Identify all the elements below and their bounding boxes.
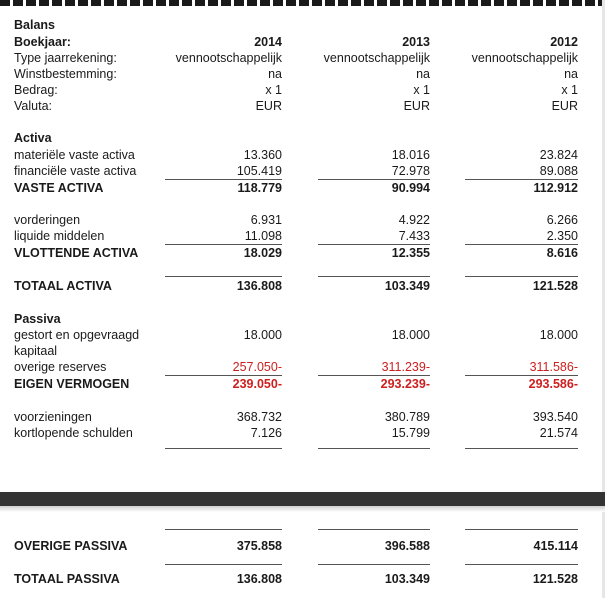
- cell-value: 380.789: [384, 410, 430, 424]
- meta-label: Type jaarrekening:: [14, 51, 117, 65]
- cell-value: 18.000: [391, 328, 430, 342]
- row-label: financiële vaste activa: [14, 164, 137, 178]
- meta-value: EUR: [551, 99, 578, 113]
- table-row: [0, 212, 605, 228]
- cell-value: 6.266: [546, 213, 578, 227]
- row-label: kapitaal: [14, 344, 58, 358]
- cell-value: 18.000: [243, 328, 282, 342]
- cell-value: 136.808: [236, 279, 282, 293]
- cell-value: 368.732: [236, 410, 282, 424]
- cell-value: 72.978: [391, 164, 430, 178]
- cell-value: 103.349: [384, 572, 430, 586]
- subtotal-row-vlottende-activa: [0, 245, 605, 261]
- page-break-shadow: [0, 506, 605, 512]
- row-label: voorzieningen: [14, 410, 92, 424]
- subtotal-row-eigen-vermogen: [0, 376, 605, 392]
- cell-value: 18.029: [243, 246, 282, 260]
- balans-title-row: [0, 17, 605, 33]
- cell-value: 6.931: [250, 213, 282, 227]
- meta-value: na: [416, 67, 430, 81]
- cell-value: 21.574: [539, 426, 578, 440]
- row-label: TOTAAL PASSIVA: [14, 572, 120, 586]
- cell-value-negative: 311.586-: [529, 360, 578, 374]
- cell-value: 11.098: [244, 229, 282, 243]
- cell-value: 18.016: [391, 148, 430, 162]
- boekjaar-label: Boekjaar:: [14, 35, 71, 49]
- row-label: overige reserves: [14, 360, 107, 374]
- row-label: EIGEN VERMOGEN: [14, 377, 130, 391]
- divider: [318, 276, 430, 277]
- meta-value: x 1: [561, 83, 578, 97]
- cell-value: 393.540: [532, 410, 578, 424]
- meta-label: Valuta:: [14, 99, 52, 113]
- divider: [465, 529, 578, 530]
- subtotal-row-vaste-activa: [0, 180, 605, 196]
- cell-value: 375.858: [236, 539, 282, 553]
- meta-value: x 1: [413, 83, 430, 97]
- divider: [165, 448, 282, 449]
- cell-value: 118.779: [237, 181, 282, 195]
- row-label: VASTE ACTIVA: [14, 181, 104, 195]
- total-row-passiva: [0, 571, 605, 587]
- row-label: materiële vaste activa: [14, 148, 135, 162]
- table-row: [0, 409, 605, 425]
- cell-value: 2.350: [546, 229, 578, 243]
- activa-heading-row: [0, 130, 605, 146]
- meta-value: EUR: [403, 99, 430, 113]
- divider: [318, 448, 430, 449]
- total-row-overige-passiva: [0, 538, 605, 554]
- row-label: TOTAAL ACTIVA: [14, 279, 112, 293]
- meta-value: vennootschappelijk: [471, 51, 578, 65]
- table-row: [0, 228, 605, 244]
- cell-value: 136.808: [236, 572, 282, 586]
- year-2014: 2014: [254, 35, 282, 49]
- cell-value: 89.088: [539, 164, 578, 178]
- cell-value: 15.799: [391, 426, 430, 440]
- cell-value: 4.922: [398, 213, 430, 227]
- cell-value: 112.912: [533, 181, 578, 195]
- cell-value: 12.355: [391, 246, 430, 260]
- meta-row-bedrag: [0, 82, 605, 98]
- table-row: [0, 163, 605, 179]
- meta-value: vennootschappelijk: [175, 51, 282, 65]
- cell-value: 105.419: [236, 164, 282, 178]
- table-row: [0, 327, 605, 343]
- meta-value: vennootschappelijk: [323, 51, 430, 65]
- cell-value: 18.000: [539, 328, 578, 342]
- cell-value: 23.824: [539, 148, 578, 162]
- cell-value-negative: 257.050-: [232, 360, 282, 374]
- year-2012: 2012: [550, 35, 578, 49]
- divider: [318, 564, 430, 565]
- cell-value: 8.616: [546, 246, 578, 260]
- cell-value-negative: 311.239-: [381, 360, 430, 374]
- year-2013: 2013: [402, 35, 430, 49]
- meta-value: EUR: [255, 99, 282, 113]
- meta-value: x 1: [265, 83, 282, 97]
- cell-value: 7.433: [398, 229, 430, 243]
- table-row: [0, 147, 605, 163]
- page-title: Balans: [14, 18, 55, 32]
- cell-value: 103.349: [384, 279, 430, 293]
- section-heading: Activa: [14, 131, 52, 145]
- top-dashed-border: [0, 0, 605, 6]
- cell-value: 121.528: [532, 279, 578, 293]
- cell-value: 396.588: [384, 539, 430, 553]
- cell-value-negative: 293.239-: [380, 377, 430, 391]
- row-label: OVERIGE PASSIVA: [14, 539, 128, 553]
- cell-value-negative: 293.586-: [528, 377, 578, 391]
- row-label: kortlopende schulden: [14, 426, 133, 440]
- meta-row-winst: [0, 66, 605, 82]
- meta-value: na: [268, 67, 282, 81]
- cell-value: 13.360: [243, 148, 282, 162]
- meta-label: Bedrag:: [14, 83, 58, 97]
- header-row: [0, 34, 605, 50]
- section-heading: Passiva: [14, 312, 61, 326]
- divider: [465, 276, 578, 277]
- cell-value-negative: 239.050-: [232, 377, 282, 391]
- divider: [165, 529, 282, 530]
- meta-row-type: [0, 50, 605, 66]
- table-row: [0, 359, 605, 375]
- table-row-continuation: [0, 343, 605, 359]
- meta-row-valuta: [0, 98, 605, 114]
- row-label: gestort en opgevraagd: [14, 328, 140, 342]
- cell-value: 121.528: [532, 572, 578, 586]
- divider: [165, 564, 282, 565]
- divider: [165, 276, 282, 277]
- cell-value: 90.994: [391, 181, 430, 195]
- row-label: liquide middelen: [14, 229, 105, 243]
- total-row-activa: [0, 278, 605, 294]
- divider: [465, 564, 578, 565]
- cell-value: 7.126: [250, 426, 282, 440]
- meta-value: na: [564, 67, 578, 81]
- meta-label: Winstbestemming:: [14, 67, 117, 81]
- divider: [465, 448, 578, 449]
- divider: [318, 529, 430, 530]
- row-label: vorderingen: [14, 213, 81, 227]
- table-row: [0, 425, 605, 441]
- passiva-heading-row: [0, 311, 605, 327]
- cell-value: 415.114: [533, 539, 578, 553]
- page-break-band: [0, 492, 605, 506]
- row-label: VLOTTENDE ACTIVA: [14, 246, 139, 260]
